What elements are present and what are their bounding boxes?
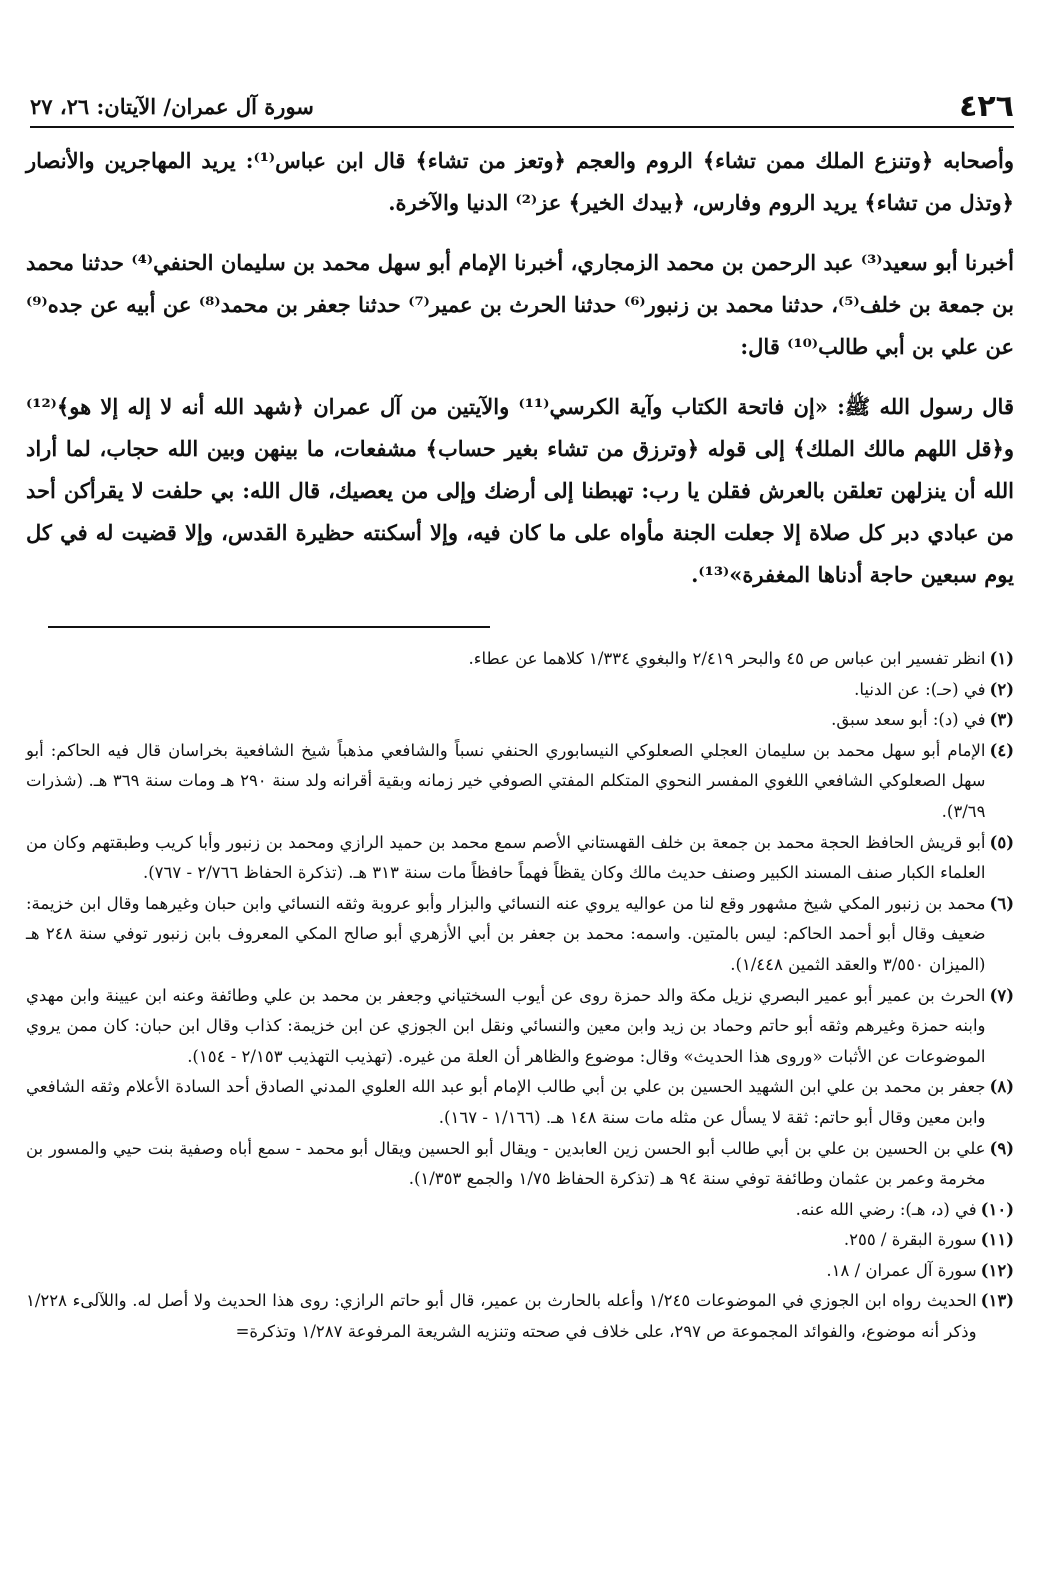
footnote-number: (١) — [989, 649, 1014, 668]
footnote-text: علي بن الحسين بن علي بن أبي طالب أبو الحسن زين العابدين - ويقال أبو الحسين ويقال أبو محمد - سمع أباه وصفية بنت حيي والمسور بن مخرمة وعمر بن عثمان وطائفة توفي سنة ٩٤ هـ (تذكرة الحفاظ ١/٧٥ والجمع ١/٣٥٣). — [26, 1138, 986, 1189]
footnote — [26, 736, 1014, 828]
footnote — [26, 1072, 1014, 1133]
footnote-number: (٧) — [989, 985, 1014, 1005]
footnote-text: الحرث بن عمير أبو عمير البصري نزيل مكة والد حمزة روى عن أيوب السختياني وجعفر بن محمد بن علي وطائفة وعنه ابن عيينة وابن مهدي وابنه حمزة وغيرهم وثقه أبو حاتم وحماد بن زيد وابن معين والنسائي ونقل ابن الجوزي عن ابن خزيمة: كذاب وقال ابن حبان: كان ممن يروي الموضوعات عن الأثبات «وروى هذا الحديث» وقال: موضوع والظاهر أن العلة من غيره. (تهذيب التهذيب ٢/١٥٣ - ١٥٤). — [26, 985, 986, 1066]
footnote-text: انظر تفسير ابن عباس ص ٤٥ والبحر ٢/٤١٩ والبغوي ١/٣٣٤ كلاهما عن عطاء. — [468, 649, 986, 668]
footnote-text: في (د): أبو سعد سبق. — [831, 710, 986, 730]
footnote-text: محمد بن زنبور المكي شيخ مشهور وقع لنا من عواليه يروي عنه النسائي والبزار وأبو عروبة وثقه النسائي وابن حبان وغيرهما وقال ابن خزيمة: ضعيف وقال أبو أحمد الحاكم: ليس بالمتين. واسمه: محمد بن جعفر بن أبي الأزهري أبو صالح المكي المعروف بابن زنبور توفي سنة ٢٤٨ هـ (الميزان ٣/٥٥٠ والعقد الثمين ١/٤٤٨). — [26, 893, 986, 974]
footnote — [26, 675, 1014, 706]
footnote-number: (٣) — [989, 710, 1014, 730]
footnote-number: (٥) — [989, 832, 1014, 852]
paragraph: قال رسول الله ﷺ: «إن فاتحة الكتاب وآية الكرسي⁽¹¹⁾ والآيتين من آل عمران ﴿شهد الله أنه لا إله إلا هو﴾⁽¹²⁾ و﴿قل اللهم مالك الملك﴾ إلى قوله ﴿وترزق من تشاء بغير حساب﴾ مشفعات، ما بينهن وبين الله حجاب، لما أراد الله أن ينزلهن تعلقن بالعرش فقلن يا رب: تهبطنا إلى أرضك وإلى من يعصيك، قال الله: بي حلفت لا يقرأكن أحد من عبادي دبر كل صلاة إلا جعلت الجنة مأواه على ما كان فيه، وإلا أسكنته حظيرة القدس، وإلا قضيت له في كل يوم سبعين حاجة أدناها المغفرة»⁽¹³⁾. — [26, 394, 1014, 587]
footnote-text: في (حـ): عن الدنيا. — [854, 679, 986, 699]
footnote — [26, 889, 1014, 981]
main-text — [26, 140, 1014, 596]
footnote-number: (٨) — [989, 1077, 1014, 1097]
footnote-divider — [48, 626, 490, 628]
footnote — [26, 1286, 1014, 1347]
footnote-text: سورة البقرة / ٢٥٥. — [843, 1230, 977, 1250]
footnote-text: جعفر بن محمد بن علي ابن الشهيد الحسين بن علي بن أبي طالب الإمام أبو عبد الله العلوي المدني الصادق أحد السادة الأعلام وثقه الشافعي وابن معين وقال أبو حاتم: ثقة لا يسأل عن مثله مات سنة ١٤٨ هـ. (١/١٦٦ - ١٦٧). — [26, 1077, 986, 1127]
footnote — [26, 828, 1014, 889]
footnote-number: (١١) — [980, 1230, 1014, 1250]
footnote — [26, 644, 1014, 675]
paragraph: وأصحابه ﴿وتنزع الملك ممن تشاء﴾ الروم والعجم ﴿وتعز من تشاء﴾ قال ابن عباس⁽¹⁾: يريد المهاجرين والأنصار ﴿وتذل من تشاء﴾ يريد الروم وفارس، ﴿بيدك الخير﴾ عز⁽²⁾ الدنيا والآخرة. — [26, 148, 1015, 215]
footnote — [26, 1134, 1014, 1195]
footnote-text: في (د، هـ): رضي الله عنه. — [795, 1199, 977, 1219]
footnote — [26, 1256, 1014, 1287]
footnote-text: أبو قريش الحافظ الحجة محمد بن جمعة بن خلف القهستاني الأصم سمع محمد بن حميد الرازي ومحمد بن زنبور وأبا كريب وطبقتهم وكان من العلماء الكبار صنف المسند الكبير وصنف حديث مالك وكان يقظاً فهماً حافظاً مات سنة ٣١٣ هـ. (تذكرة الحفاظ ٢/٧٦٦ - ٧٦٧). — [26, 832, 986, 883]
footnote — [26, 705, 1014, 736]
footnote-number: (٩) — [989, 1138, 1014, 1158]
footnote — [26, 1225, 1014, 1256]
paragraph: أخبرنا أبو سعيد⁽³⁾ عبد الرحمن بن محمد الزمجاري، أخبرنا الإمام أبو سهل محمد بن سليمان الحنفي⁽⁴⁾ حدثنا محمد بن جمعة بن خلف⁽⁵⁾، حدثنا محمد بن زنبور⁽⁶⁾ حدثنا الحرث بن عمير⁽⁷⁾ حدثنا جعفر بن محمد⁽⁸⁾ عن أبيه عن جده⁽⁹⁾ عن علي بن أبي طالب⁽¹⁰⁾ قال: — [26, 250, 1014, 359]
footnotes — [26, 644, 1014, 1348]
footnote-number: (٢) — [989, 679, 1014, 699]
footnote-number: (١٠) — [980, 1199, 1014, 1219]
footnote-number: (١٣) — [980, 1291, 1014, 1311]
footnote-number: (٤) — [989, 740, 1014, 760]
footnote — [26, 1195, 1014, 1226]
footnote-number: (١٢) — [980, 1260, 1014, 1280]
running-title: سورة آل عمران/ الآيتان: ٢٦، ٢٧ — [30, 93, 314, 119]
footnote — [26, 981, 1014, 1073]
page-number: ٤٢٦ — [959, 88, 1014, 124]
footnote-text: سورة آل عمران / ١٨. — [826, 1260, 977, 1280]
footnote-text: الحديث رواه ابن الجوزي في الموضوعات ١/٢٤٥ وأعله بالحارث بن عمير، قال أبو حاتم الرازي: روى هذا الحديث ولا أصل له. واللآلىء ١/٢٢٨ وذكر أنه موضوع، والفوائد المجموعة ص ٢٩٧، على خلاف في صحته وتنزيه الشريعة المرفوعة ١/٢٨٧ وتذكرة= — [26, 1291, 977, 1342]
page-header — [30, 86, 1014, 128]
footnote-number: (٦) — [989, 893, 1014, 913]
footnote-text: الإمام أبو سهل محمد بن سليمان العجلي الصعلوكي النيسابوري الحنفي نسباً والشافعي مذهباً شيخ الشافعية بخراسان قال فيه الحاكم: أبو سهل الصعلوكي الشافعي اللغوي المفسر النحوي المتكلم المفتي الصوفي خير زمانه وبقية أقرانه ولد سنة ٢٩٠ هـ ومات سنة ٣٦٩ هـ. (شذرات ٣/٦٩). — [26, 740, 986, 821]
